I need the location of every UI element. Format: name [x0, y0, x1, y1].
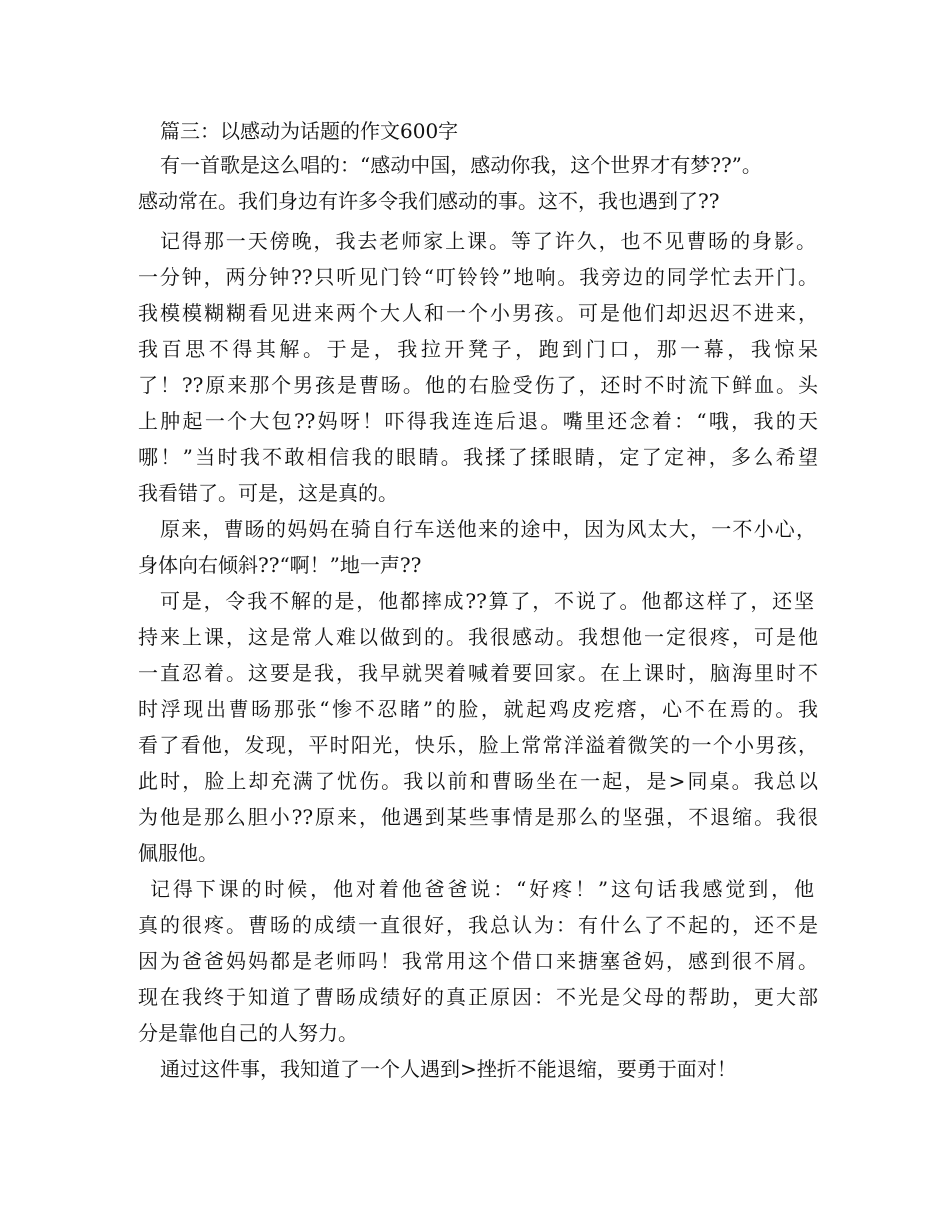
text-line: 为他是那么胆小??原来，他遇到某些事情是那么的坚强，不退缩。我很: [138, 805, 818, 829]
text-line: 上肿起一个大包??妈呀！吓得我连连后退。嘴里还念着：“哦，我的天: [138, 409, 818, 433]
text-line: 身体向右倾斜??“啊！”地一声??: [138, 553, 422, 577]
text-line: 看了看他，发现，平时阳光，快乐，脸上常常洋溢着微笑的一个小男孩，: [138, 733, 818, 757]
text-line: 时浮现出曹旸那张“惨不忍睹”的脸，就起鸡皮疙瘩，心不在焉的。我: [138, 697, 818, 721]
text-line: 记得下课的时候，他对着他爸爸说：“好疼！”这句话我感觉到，他: [150, 877, 814, 901]
text-line: 持来上课，这是常人难以做到的。我很感动。我想他一定很疼，可是他: [138, 625, 818, 649]
text-line: 因为爸爸妈妈都是老师吗！我常用这个借口来搪塞爸妈，感到很不屑。: [138, 949, 818, 973]
essay-title: 篇三：以感动为话题的作文600字: [160, 119, 459, 143]
text-line: 了！??原来那个男孩是曹旸。他的右脸受伤了，还时不时流下鲜血。头: [138, 373, 818, 397]
text-line: 佩服他。: [138, 841, 218, 865]
text-line: 原来，曹旸的妈妈在骑自行车送他来的途中，因为风太大，一不小心，: [160, 517, 816, 541]
text-line: 我看错了。可是，这是真的。: [138, 481, 398, 505]
text-line: 现在我终于知道了曹旸成绩好的真正原因：不光是父母的帮助，更大部: [138, 985, 818, 1009]
text-line: 一直忍着。这要是我，我早就哭着喊着要回家。在上课时，脑海里时不: [138, 661, 818, 685]
text-line: 分是靠他自己的人努力。: [138, 1021, 358, 1045]
text-line: 哪！”当时我不敢相信我的眼睛。我揉了揉眼睛，定了定神，多么希望: [138, 445, 818, 469]
text-line: 有一首歌是这么唱的：“感动中国，感动你我，这个世界才有梦??”。: [160, 153, 762, 177]
text-line: 我百思不得其解。于是，我拉开凳子，跑到门口，那一幕，我惊呆: [138, 337, 818, 361]
text-line: 一分钟，两分钟??只听见门铃“叮铃铃”地响。我旁边的同学忙去开门。: [138, 265, 818, 289]
text-line: 感动常在。我们身边有许多令我们感动的事。这不，我也遇到了??: [138, 189, 720, 213]
text-line: 此时，脸上却充满了忧伤。我以前和曹旸坐在一起，是>同桌。我总以: [138, 769, 818, 793]
text-line: 可是，令我不解的是，他都摔成??算了，不说了。他都这样了，还坚: [160, 589, 814, 613]
text-line: 通过这件事，我知道了一个人遇到>挫折不能退缩，要勇于面对！: [160, 1057, 737, 1081]
text-line: 我模模糊糊看见进来两个大人和一个小男孩。可是他们却迟迟不进来，: [138, 301, 818, 325]
text-line: 真的很疼。曹旸的成绩一直很好，我总认为：有什么了不起的，还不是: [138, 913, 818, 937]
text-line: 记得那一天傍晚，我去老师家上课。等了许久，也不见曹旸的身影。: [160, 229, 816, 253]
